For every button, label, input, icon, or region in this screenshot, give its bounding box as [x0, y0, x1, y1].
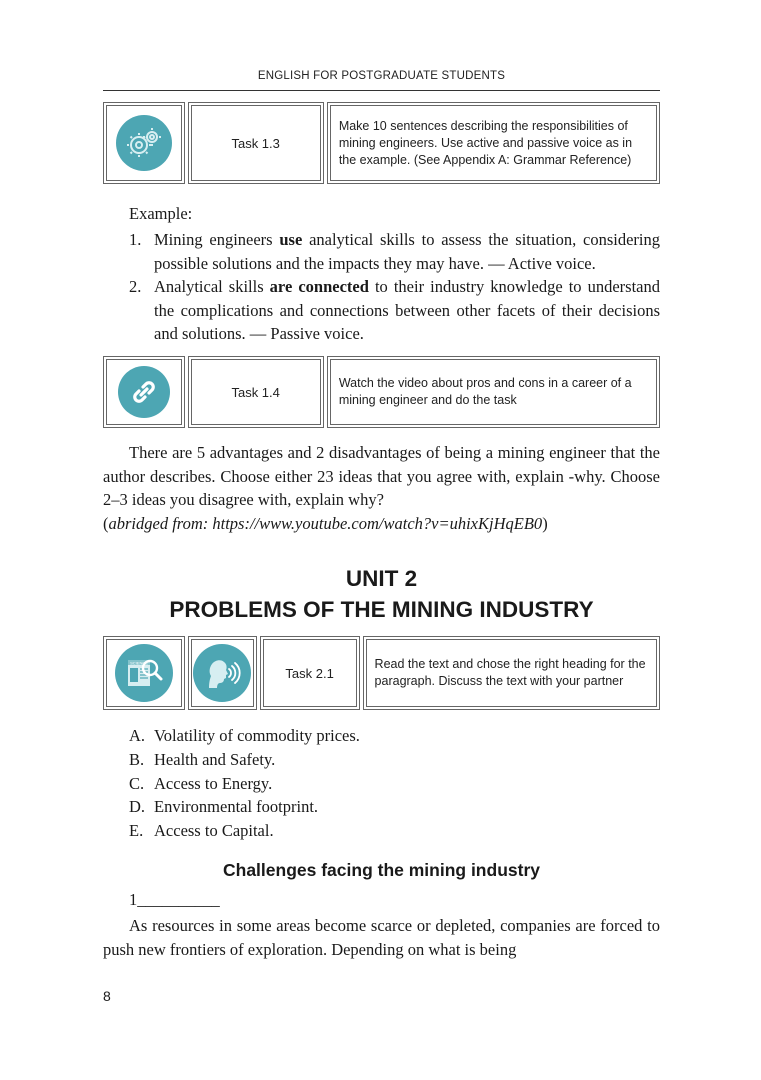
link-icon [118, 366, 170, 418]
task-1-4-icon-cell [106, 359, 182, 425]
heading-option [129, 795, 360, 819]
task-2-1-label: Task 2.1 [263, 639, 357, 707]
heading-option [129, 724, 360, 748]
task-1-4-paragraph-text: There are 5 advantages and 2 disadvantages of being a mining engineer that the author describes. Choose either 23 ideas that you agree with, explain -why. Choose 2–3 ideas you disagree with, explain why? [103, 443, 660, 509]
example-list [129, 228, 660, 346]
example-text: Mining engineers [154, 230, 280, 249]
example-item-number: 1. [129, 230, 142, 249]
heading-text: Environmental footprint. [154, 797, 319, 817]
running-header: ENGLISH FOR POSTGRADUATE STUDENTS [257, 70, 506, 82]
paragraph-1-blank: 1__________ [129, 890, 220, 909]
reading-title: Challenges facing the mining industry [223, 860, 540, 880]
reading-icon-caption: SCIENCE [130, 660, 148, 666]
example-item-1 [129, 228, 660, 275]
task-1-3-instructions: Make 10 sentences describing the responsibilities of mining engineers. Use active and passive voice as in the example. (See Appendix A: Grammar Reference) [330, 105, 657, 181]
example-item-2 [129, 275, 660, 346]
task-1-3-label: Task 1.3 [191, 105, 321, 181]
video-source-link: abridged from: https://www.youtube.com/watch?v=uhixKjHqEB0 [108, 513, 543, 533]
paren: ) [542, 513, 548, 533]
task-2-1-icon-cell-speaking [191, 639, 254, 707]
heading-option [129, 819, 360, 843]
task-1-4-label: Task 1.4 [191, 359, 321, 425]
example-label: Example: [129, 204, 193, 223]
heading-letter: E. [129, 821, 144, 841]
task-1-4-paragraph [103, 441, 660, 535]
heading-option [129, 772, 360, 796]
task-2-1-icon-cell-reading [106, 639, 182, 707]
heading-option [129, 748, 360, 772]
page-number: 8 [103, 988, 111, 1004]
example-item-number: 2. [129, 277, 142, 296]
unit-title: PROBLEMS OF THE MINING INDUSTRY [169, 597, 594, 622]
task-1-4-box [103, 356, 660, 428]
heading-text: Access to Capital. [154, 821, 274, 841]
paren: ( [103, 513, 109, 533]
unit-number: UNIT 2 [345, 566, 418, 591]
gears-icon [116, 115, 172, 171]
heading-text: Volatility of commodity prices. [154, 726, 360, 745]
heading-letter: C. [129, 773, 145, 793]
heading-options [129, 724, 360, 843]
heading-letter: B. [129, 749, 145, 769]
heading-letter: D. [129, 797, 146, 817]
video-source [103, 512, 548, 536]
task-1-4-instructions: Watch the video about pros and cons in a career of a mining engineer and do the task [330, 359, 657, 425]
task-2-1-box [103, 636, 660, 710]
example-text: to their industry knowledge to understand the complications and connections between other facets of their decisions and solutions. — Passive voice. [154, 277, 660, 343]
example-verb: are connected [269, 277, 369, 296]
heading-text: Health and Safety. [154, 749, 276, 769]
task-1-3-box [103, 102, 660, 184]
heading-text: Access to Energy. [154, 773, 273, 793]
reading-icon [115, 644, 173, 702]
speaking-icon [193, 644, 251, 702]
example-text: analytical skills to assess the situation, considering possible solutions and the impacts they may have. — Active voice. [154, 230, 660, 273]
task-2-1-instructions: Read the text and chose the right heading for the paragraph. Discuss the text with your partner [366, 639, 657, 707]
task-1-3-icon-cell [106, 105, 182, 181]
example-verb: use [279, 230, 303, 249]
header-rule [103, 90, 660, 91]
example-text: Analytical skills [154, 277, 270, 296]
reading-paragraph: As resources in some areas become scarce or depleted, companies are forced to push new frontiers of exploration. Depending on what is being [103, 916, 660, 959]
heading-letter: A. [129, 726, 146, 745]
